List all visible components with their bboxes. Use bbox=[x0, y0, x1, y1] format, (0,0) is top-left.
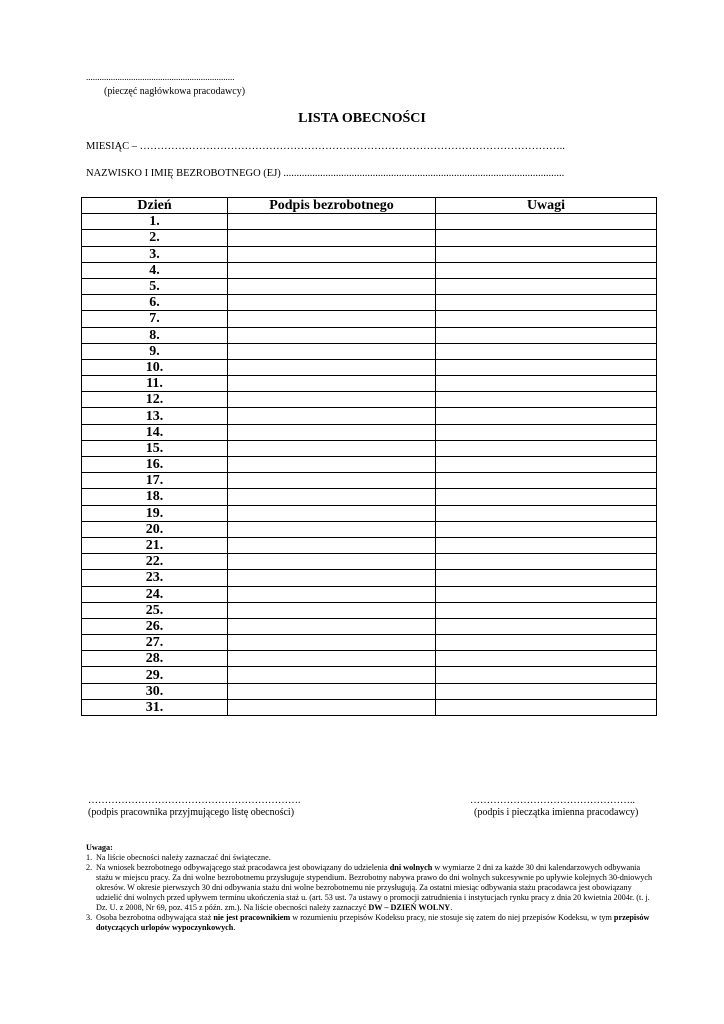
day-cell: 20. bbox=[82, 521, 228, 537]
signature-cell[interactable] bbox=[228, 521, 436, 537]
notes-cell[interactable] bbox=[436, 602, 657, 618]
day-cell: 26. bbox=[82, 618, 228, 634]
signature-cell[interactable] bbox=[228, 554, 436, 570]
employer-signature-label: (podpis i pieczątka imienna pracodawcy) bbox=[474, 807, 639, 818]
notes-cell[interactable] bbox=[436, 667, 657, 683]
name-field: NAZWISKO I IMIĘ BEZROBOTNEGO (EJ) ........................................................................................................... bbox=[86, 168, 565, 179]
table-row bbox=[82, 440, 657, 456]
notes-cell[interactable] bbox=[436, 683, 657, 699]
notes-cell[interactable] bbox=[436, 246, 657, 262]
day-cell: 15. bbox=[82, 440, 228, 456]
notes-heading: Uwaga: bbox=[86, 843, 113, 852]
notes-cell[interactable] bbox=[436, 699, 657, 715]
table-row bbox=[82, 570, 657, 586]
notes-cell[interactable] bbox=[436, 278, 657, 294]
notes-cell[interactable] bbox=[436, 570, 657, 586]
signature-cell[interactable] bbox=[228, 295, 436, 311]
document-title: LISTA OBECNOŚCI bbox=[298, 111, 426, 126]
day-cell: 24. bbox=[82, 586, 228, 602]
attendance-table bbox=[81, 197, 657, 716]
day-cell: 8. bbox=[82, 327, 228, 343]
notes-section bbox=[86, 843, 656, 933]
notes-cell[interactable] bbox=[436, 359, 657, 375]
notes-cell[interactable] bbox=[436, 262, 657, 278]
signature-cell[interactable] bbox=[228, 635, 436, 651]
employee-signature-label: (podpis pracownika przyjmującego listę obecności) bbox=[88, 807, 295, 818]
day-cell: 4. bbox=[82, 262, 228, 278]
employer-signature-line: ………………………………………….. bbox=[470, 795, 635, 806]
signature-cell[interactable] bbox=[228, 570, 436, 586]
table-row bbox=[82, 376, 657, 392]
notes-cell[interactable] bbox=[436, 392, 657, 408]
signature-cell[interactable] bbox=[228, 699, 436, 715]
table-row bbox=[82, 327, 657, 343]
note-item-1: 1. Na liście obecności należy zaznaczać dni świąteczne. bbox=[86, 853, 271, 862]
signature-cell[interactable] bbox=[228, 537, 436, 553]
notes-cell[interactable] bbox=[436, 230, 657, 246]
table-row bbox=[82, 392, 657, 408]
table-row bbox=[82, 343, 657, 359]
signature-cell[interactable] bbox=[228, 683, 436, 699]
day-cell: 6. bbox=[82, 295, 228, 311]
signature-cell[interactable] bbox=[228, 586, 436, 602]
table-row bbox=[82, 667, 657, 683]
note-item-2: 2. Na wniosek bezrobotnego odbywającego staż pracodawca jest obowiązany do udzielenia dni wolnych w wymiarze 2 dni za każde 30 dni kalendarzowych odbywania stażu w miejscu pracy. Za dni wolne bezrobotnemu przysługuje stypendium. Bezrobotny nabywa prawo do dni wolnych sukcesywnie po upływie kolejnych 30-dniowych okresów. W okresie pierwszych 30 dni odbywania stażu dni wolne bezrobotnemu nie przysługują. Za ostatni miesiąc odbywania stażu pracodawca jest obowiązany udzielić dni wolnych przed upływem terminu ukończenia staż u. (art. 53 ust. 7a ustawy o promocji zatrudnienia i instytucjach rynku pracy z dnia 20 kwietnia 2004r. (t. j. Dz. U. z 2008, Nr 69, poz. 415 z późn. zm.). Na liście obecności należy zaznaczyć DW – DZIEŃ WOLNY. bbox=[86, 863, 653, 912]
notes-cell[interactable] bbox=[436, 505, 657, 521]
day-cell: 1. bbox=[82, 214, 228, 230]
day-cell: 17. bbox=[82, 473, 228, 489]
signature-cell[interactable] bbox=[228, 246, 436, 262]
day-cell: 13. bbox=[82, 408, 228, 424]
notes-cell[interactable] bbox=[436, 214, 657, 230]
notes-cell[interactable] bbox=[436, 473, 657, 489]
signature-cell[interactable] bbox=[228, 262, 436, 278]
signature-cell[interactable] bbox=[228, 505, 436, 521]
table-row bbox=[82, 699, 657, 715]
signature-cell[interactable] bbox=[228, 489, 436, 505]
signature-cell[interactable] bbox=[228, 424, 436, 440]
table-row bbox=[82, 505, 657, 521]
table-row bbox=[82, 651, 657, 667]
table-header-row bbox=[82, 198, 657, 214]
table-row bbox=[82, 295, 657, 311]
signature-cell[interactable] bbox=[228, 214, 436, 230]
table-row bbox=[82, 537, 657, 553]
table-row bbox=[82, 473, 657, 489]
day-cell: 3. bbox=[82, 246, 228, 262]
signature-cell[interactable] bbox=[228, 408, 436, 424]
day-cell: 14. bbox=[82, 424, 228, 440]
column-header-day: Dzień bbox=[82, 198, 228, 214]
day-cell: 25. bbox=[82, 602, 228, 618]
signature-cell[interactable] bbox=[228, 392, 436, 408]
signature-cell[interactable] bbox=[228, 602, 436, 618]
notes-cell[interactable] bbox=[436, 651, 657, 667]
day-cell: 9. bbox=[82, 343, 228, 359]
day-cell: 2. bbox=[82, 230, 228, 246]
day-cell: 18. bbox=[82, 489, 228, 505]
note-item-3: 3. Osoba bezrobotna odbywająca staż nie jest pracownikiem w rozumieniu przepisów Kodeksu pracy, nie stosuje się zatem do niej przepisów Kodeksu, w tym przepisów dotyczących urlopów wypoczynkowych. bbox=[86, 913, 650, 932]
notes-cell[interactable] bbox=[436, 554, 657, 570]
day-cell: 11. bbox=[82, 376, 228, 392]
table-row bbox=[82, 262, 657, 278]
notes-cell[interactable] bbox=[436, 457, 657, 473]
day-cell: 27. bbox=[82, 635, 228, 651]
stamp-label: (pieczęć nagłówkowa pracodawcy) bbox=[104, 86, 246, 97]
day-cell: 23. bbox=[82, 570, 228, 586]
day-cell: 30. bbox=[82, 683, 228, 699]
notes-cell[interactable] bbox=[436, 408, 657, 424]
notes-cell[interactable] bbox=[436, 537, 657, 553]
table-row bbox=[82, 586, 657, 602]
signature-cell[interactable] bbox=[228, 359, 436, 375]
notes-cell[interactable] bbox=[436, 343, 657, 359]
table-row bbox=[82, 521, 657, 537]
signature-cell[interactable] bbox=[228, 343, 436, 359]
notes-cell[interactable] bbox=[436, 618, 657, 634]
signature-cell[interactable] bbox=[228, 618, 436, 634]
day-cell: 28. bbox=[82, 651, 228, 667]
signature-cell[interactable] bbox=[228, 473, 436, 489]
column-header-signature: Podpis bezrobotnego bbox=[228, 198, 436, 214]
notes-cell[interactable] bbox=[436, 440, 657, 456]
table-row bbox=[82, 311, 657, 327]
signature-cell[interactable] bbox=[228, 376, 436, 392]
signature-cell[interactable] bbox=[228, 311, 436, 327]
table-row bbox=[82, 424, 657, 440]
day-cell: 5. bbox=[82, 278, 228, 294]
table-row bbox=[82, 457, 657, 473]
table-row bbox=[82, 635, 657, 651]
table-row bbox=[82, 214, 657, 230]
month-field: MIESIĄC – ………………………………………………………………………………………………………….. bbox=[86, 141, 565, 152]
notes-cell[interactable] bbox=[436, 376, 657, 392]
signature-cell[interactable] bbox=[228, 457, 436, 473]
day-cell: 22. bbox=[82, 554, 228, 570]
table-row bbox=[82, 489, 657, 505]
notes-cell[interactable] bbox=[436, 311, 657, 327]
day-cell: 10. bbox=[82, 359, 228, 375]
day-cell: 16. bbox=[82, 457, 228, 473]
day-cell: 12. bbox=[82, 392, 228, 408]
table-row bbox=[82, 618, 657, 634]
stamp-dotted-line: .................................................................. bbox=[86, 72, 235, 82]
table-row bbox=[82, 554, 657, 570]
signature-cell[interactable] bbox=[228, 278, 436, 294]
day-cell: 7. bbox=[82, 311, 228, 327]
notes-cell[interactable] bbox=[436, 295, 657, 311]
table-row bbox=[82, 246, 657, 262]
notes-cell[interactable] bbox=[436, 489, 657, 505]
table-row bbox=[82, 230, 657, 246]
table-row bbox=[82, 408, 657, 424]
notes-cell[interactable] bbox=[436, 327, 657, 343]
day-cell: 31. bbox=[82, 699, 228, 715]
employee-signature-line: ………………………………………………………. bbox=[88, 795, 301, 806]
notes-cell[interactable] bbox=[436, 635, 657, 651]
signature-cell[interactable] bbox=[228, 230, 436, 246]
day-cell: 29. bbox=[82, 667, 228, 683]
column-header-notes: Uwagi bbox=[436, 198, 657, 214]
signature-cell[interactable] bbox=[228, 651, 436, 667]
table-row bbox=[82, 683, 657, 699]
table-row bbox=[82, 359, 657, 375]
day-cell: 21. bbox=[82, 537, 228, 553]
notes-cell[interactable] bbox=[436, 521, 657, 537]
notes-cell[interactable] bbox=[436, 586, 657, 602]
signature-cell[interactable] bbox=[228, 440, 436, 456]
signature-cell[interactable] bbox=[228, 667, 436, 683]
table-row bbox=[82, 602, 657, 618]
day-cell: 19. bbox=[82, 505, 228, 521]
signature-cell[interactable] bbox=[228, 327, 436, 343]
table-row bbox=[82, 278, 657, 294]
notes-cell[interactable] bbox=[436, 424, 657, 440]
